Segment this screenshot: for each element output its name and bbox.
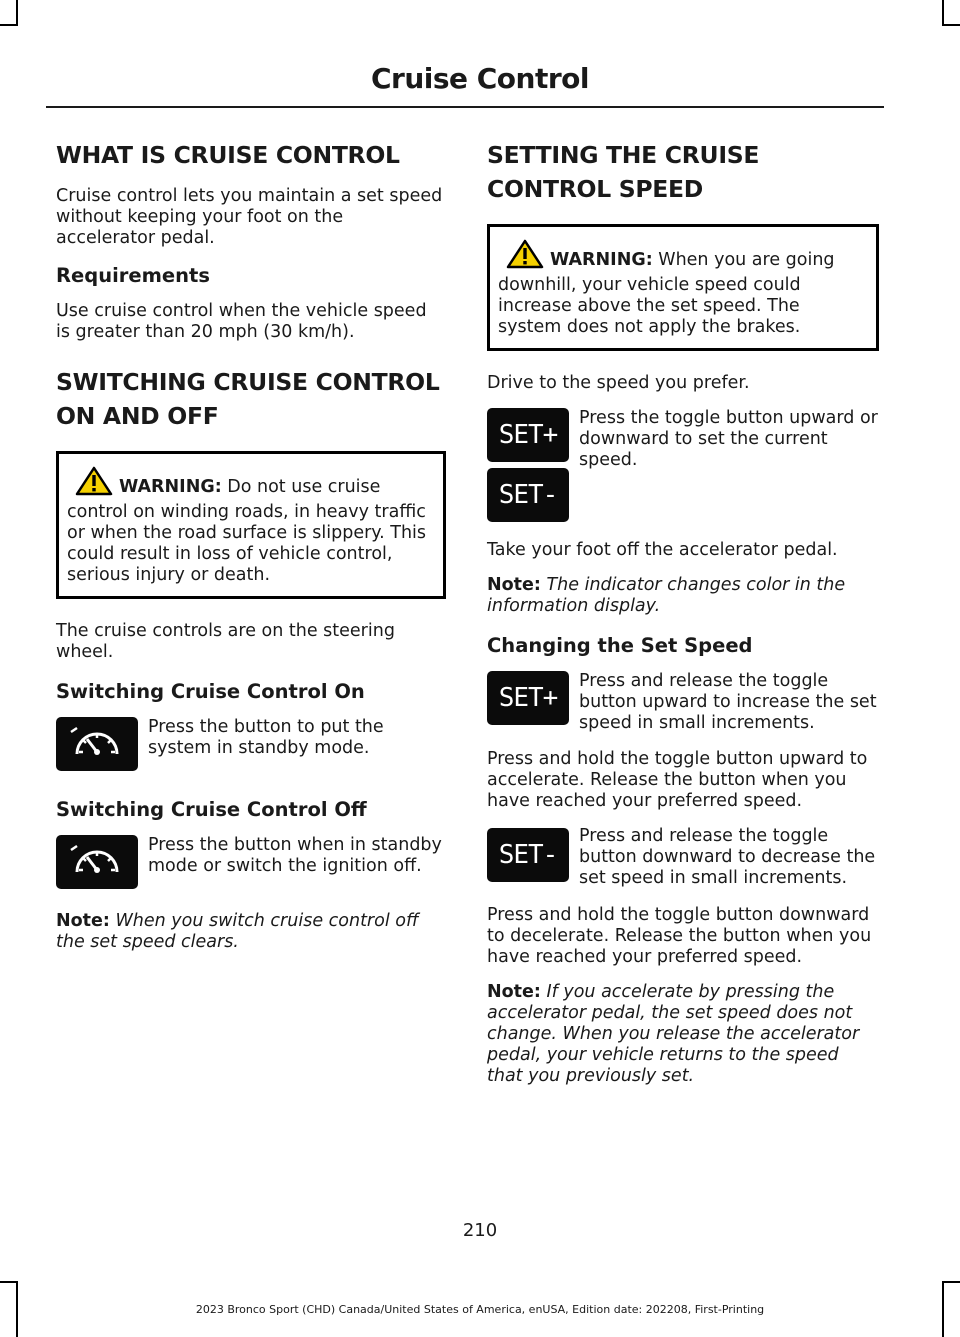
drive-text: Drive to the speed you prefer.	[487, 373, 750, 393]
note-text: The indicator changes color in the information display.	[487, 575, 846, 616]
page-number: 210	[462, 1220, 498, 1241]
warning-box	[56, 451, 446, 599]
warning-text: When you are going downhill, your vehicle speed could increase above the set speed. The system does not apply the brakes.	[498, 250, 835, 337]
setting-heading-line1: SETTING THE CRUISE	[487, 141, 760, 169]
crop-mark	[0, 24, 18, 26]
toggle-instruction	[487, 408, 879, 526]
crop-mark	[0, 1281, 18, 1283]
changing-heading: Changing the Set Speed	[487, 634, 753, 657]
warning-box	[487, 224, 879, 351]
cruise-button-on[interactable]	[56, 717, 138, 771]
foot-text: Take your foot off the accelerator pedal.	[487, 540, 838, 560]
set-plus-button[interactable]: SET+	[487, 671, 569, 725]
note-accelerate	[487, 982, 879, 1087]
note-text: When you switch cruise control off the set speed clears.	[56, 911, 419, 952]
note-switch-off	[56, 911, 446, 953]
crop-mark	[942, 0, 944, 26]
requirements-text: Use cruise control when the vehicle speed is greater than 20 mph (30 km/h).	[56, 301, 427, 342]
on-heading: Switching Cruise Control On	[56, 680, 365, 703]
section-heading-switching	[56, 367, 446, 431]
note-text: If you accelerate by pressing the accelerator pedal, the set speed does not change. When you release the accelerator pedal, your vehicle returns to the speed that you previously set.	[487, 982, 860, 1086]
warning-label: WARNING:	[550, 250, 653, 270]
set-minus-button[interactable]: SET-	[487, 828, 569, 882]
footer-edition: 2023 Bronco Sport (CHD) Canada/United States of America, enUSA, Edition date: 202208, First-Printing	[195, 1303, 765, 1316]
off-text: Press the button when in standby mode or switch the ignition off.	[148, 835, 442, 876]
increase-instruction	[487, 671, 879, 735]
section-heading-setting	[487, 140, 879, 204]
warning-label: WARNING:	[119, 477, 222, 497]
cruise-button-off[interactable]	[56, 835, 138, 889]
on-text: Press the button to put the system in standby mode.	[148, 717, 384, 758]
warning-triangle-icon	[506, 239, 544, 275]
decrease-instruction	[487, 826, 879, 889]
hold-up-text: Press and hold the toggle button upward to accelerate. Release the button when you have reached your preferred speed.	[487, 749, 868, 811]
increase-text: Press and release the toggle button upward to increase the set speed in small increments.	[579, 671, 877, 733]
page-title: Cruise Control	[370, 62, 590, 95]
speedometer-cruise-icon	[67, 838, 127, 886]
note-label: Note:	[56, 911, 110, 931]
right-column	[487, 140, 879, 1101]
requirements-heading: Requirements	[56, 264, 210, 287]
setting-heading-line2: CONTROL SPEED	[487, 175, 704, 203]
switching-heading-line2: ON AND OFF	[56, 402, 219, 430]
note-label: Note:	[487, 575, 541, 595]
header-divider	[46, 106, 884, 108]
set-plus-button[interactable]: SET+	[487, 408, 569, 462]
hold-down-text: Press and hold the toggle button downward to decelerate. Release the button when you have reached your preferred speed.	[487, 905, 872, 967]
what-text: Cruise control lets you maintain a set speed without keeping your foot on the accelerator pedal.	[56, 186, 443, 248]
crop-mark	[942, 24, 960, 26]
left-column	[56, 140, 446, 967]
warning-text: Do not use cruise control on winding roads, in heavy traffic or when the road surface is slippery. This could result in loss of vehicle control, serious injury or death.	[67, 477, 427, 585]
crop-mark	[16, 0, 18, 26]
switching-heading-line1: SWITCHING CRUISE CONTROL	[56, 368, 440, 396]
off-instruction	[56, 835, 446, 897]
note-indicator	[487, 575, 879, 617]
crop-mark	[942, 1281, 960, 1283]
section-heading-what: WHAT IS CRUISE CONTROL	[56, 141, 400, 169]
note-label: Note:	[487, 982, 541, 1002]
set-button-stack	[487, 408, 569, 522]
decrease-text: Press and release the toggle button downward to decrease the set speed in small increments.	[579, 826, 876, 888]
speedometer-cruise-icon	[67, 720, 127, 768]
on-instruction	[56, 717, 446, 779]
warning-triangle-icon	[75, 466, 113, 502]
toggle-text: Press the toggle button upward or downward to set the current speed.	[579, 408, 878, 470]
off-heading: Switching Cruise Control Off	[56, 798, 367, 821]
set-minus-button[interactable]: SET-	[487, 468, 569, 522]
controls-text: The cruise controls are on the steering wheel.	[56, 621, 395, 662]
